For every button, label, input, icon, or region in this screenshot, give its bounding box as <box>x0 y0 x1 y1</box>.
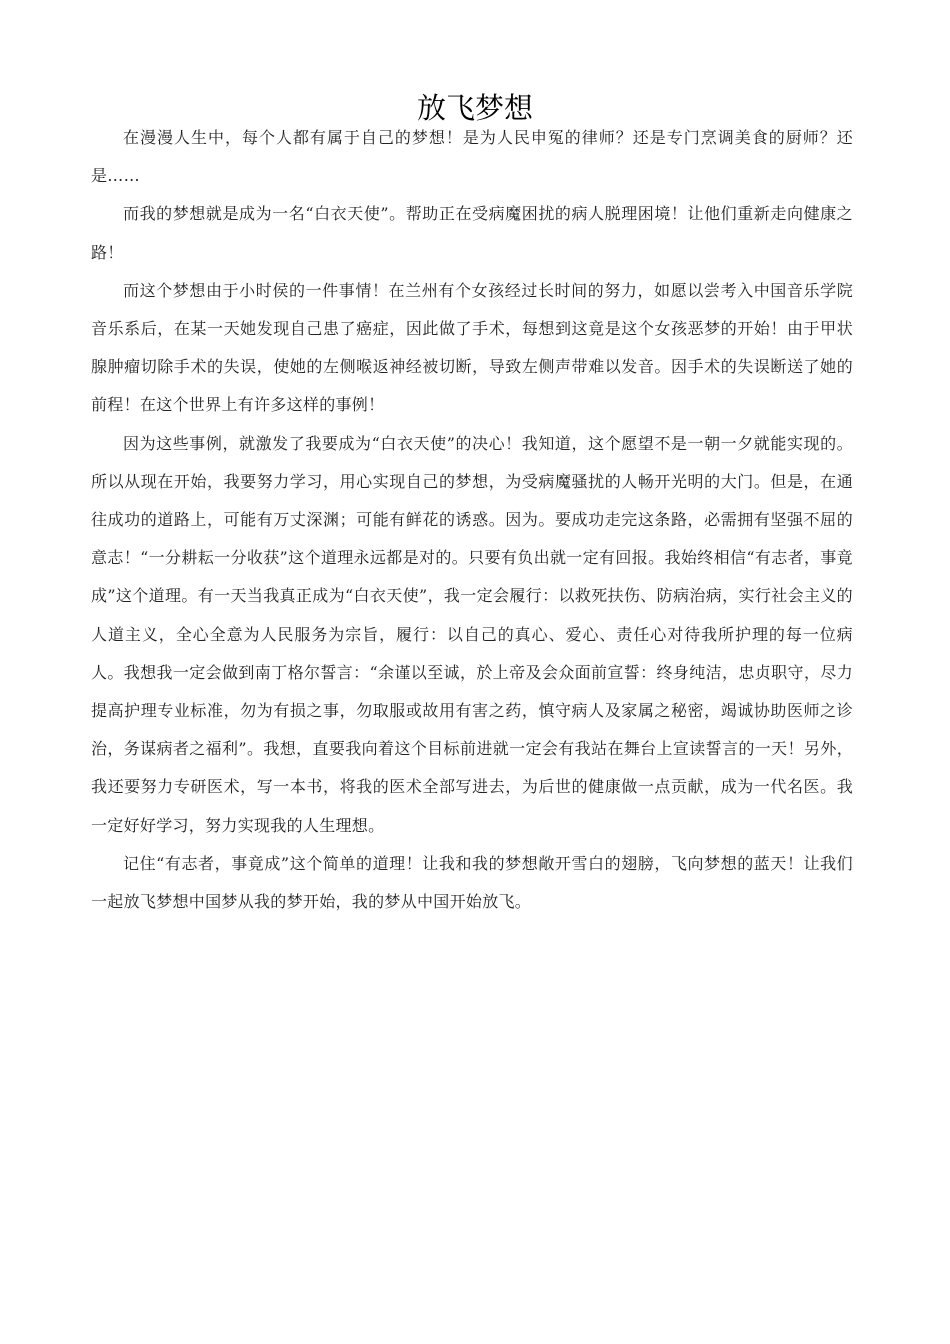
paragraph-4: 因为这些事例，就激发了我要成为“白衣天使”的决心！我知道，这个愿望不是一朝一夕就能实现的。所以从现在开始，我要努力学习，用心实现自己的梦想，为受病魔骚扰的人畅开光明的大门。但是，在通往成功的道路上，可能有万丈深渊；可能有鲜花的诱惑。因为。要成功走完这条路，必需拥有坚强不屈的意志！“一分耕耘一分收获”这个道理永远都是对的。只要有负出就一定有回报。我始终相信“有志者，事竟成”这个道理。有一天当我真正成为“白衣天使”，我一定会履行：以救死扶伤、防病治病，实行社会主义的人道主义，全心全意为人民服务为宗旨，履行：以自己的真心、爱心、责任心对待我所护理的每一位病人。我想我一定会做到南丁格尔誓言：“余谨以至诚，於上帝及会众面前宣誓：终身纯洁，忠贞职守，尽力提高护理专业标准，勿为有损之事，勿取服或故用有害之药，慎守病人及家属之秘密，竭诚协助医师之诊治，务谋病者之福利”。我想，直要我向着这个目标前进就一定会有我站在舞台上宣读誓言的一天！另外，我还要努力专研医术，写一本书，将我的医术全部写进去，为后世的健康做一点贡献，成为一代名医。我一定好好学习，努力实现我的人生理想。 <box>91 433 853 835</box>
paragraph-3: 而这个梦想由于小时侯的一件事情！在兰州有个女孩经过长时间的努力，如愿以尝考入中国音乐学院音乐系后，在某一天她发现自己患了癌症，因此做了手术，每想到这竟是这个女孩恶梦的开始！由于甲状腺肿瘤切除手术的失误，使她的左侧喉返神经被切断，导致左侧声带难以发音。因手术的失误断送了她的前程！在这个世界上有许多这样的事例！ <box>91 280 853 415</box>
document-body <box>91 119 853 921</box>
document-title: 放飞梦想 <box>416 91 533 125</box>
paragraph-1: 在漫漫人生中，每个人都有属于自己的梦想！是为人民申冤的律师？还是专门烹调美食的厨师？还是…… <box>91 128 853 186</box>
paragraph-2: 而我的梦想就是成为一名“白衣天使”。帮助正在受病魔困扰的病人脱理困境！让他们重新走向健康之路！ <box>91 204 853 262</box>
paragraph-5: 记住“有志者，事竟成”这个简单的道理！让我和我的梦想敞开雪白的翅膀，飞向梦想的蓝天！让我们一起放飞梦想中国梦从我的梦开始，我的梦从中国开始放飞。 <box>91 853 853 912</box>
